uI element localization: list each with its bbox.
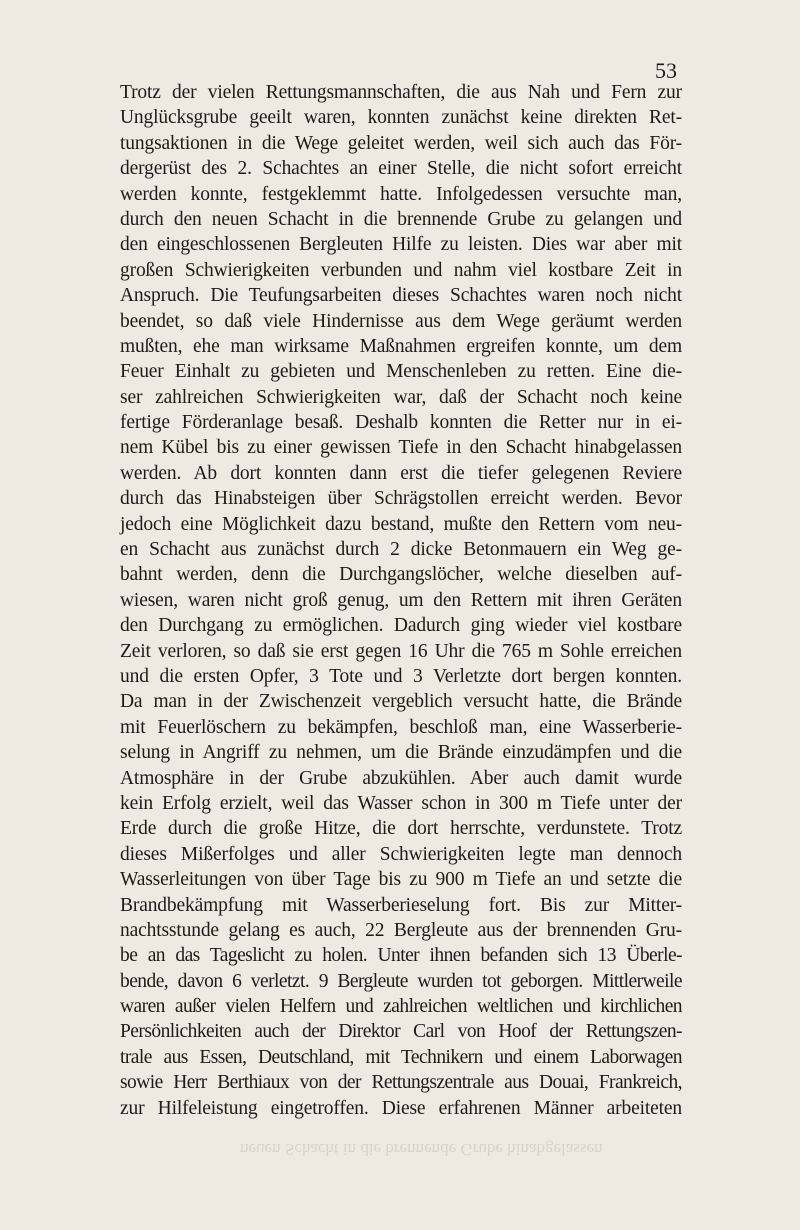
text-line: beendet, so daß viele Hindernisse aus dem Wege geräumt werden <box>120 310 682 332</box>
text-line: Wasserleitungen von über Tage bis zu 900 m Tiefe an und setzte die <box>120 869 682 891</box>
text-line: sowie Herr Berthiaux von der Rettungszentrale aus Douai, Frankreich, <box>120 1072 682 1094</box>
body-text <box>120 80 682 1121</box>
text-line: den eingeschlossenen Bergleuten Hilfe zu leisten. Dies war aber mit <box>120 234 682 256</box>
text-line: selung in Angriff zu nehmen, um die Brände einzudämpfen und die <box>120 742 682 764</box>
text-line: en Schacht aus zunächst durch 2 dicke Betonmauern ein Weg ge- <box>120 539 682 561</box>
text-line: Atmosphäre in der Grube abzukühlen. Aber auch damit wurde <box>120 767 682 789</box>
text-line: Da man in der Zwischenzeit vergeblich versucht hatte, die Brände <box>120 691 682 713</box>
text-line: waren außer vielen Helfern und zahlreichen weltlichen und kirchlichen <box>120 996 682 1018</box>
text-line: Brandbekämpfung mit Wasserberieselung fort. Bis zur Mitter- <box>120 894 682 916</box>
text-line: fertige Förderanlage besaß. Deshalb konnten die Retter nur in ei- <box>120 412 682 434</box>
text-line: dergerüst des 2. Schachtes an einer Stelle, die nicht sofort erreicht <box>120 158 682 180</box>
text-line: wiesen, waren nicht groß genug, um den Rettern mit ihren Geräten <box>120 589 682 611</box>
text-line: Persönlichkeiten auch der Direktor Carl von Hoof der Rettungszen- <box>120 1021 682 1043</box>
text-line: nachtsstunde gelang es auch, 22 Bergleute aus der brennenden Gru- <box>120 919 682 941</box>
text-line: ser zahlreichen Schwierigkeiten war, daß der Schacht noch keine <box>120 386 682 408</box>
text-line: Erde durch die große Hitze, die dort herrschte, verdunstete. Trotz <box>120 818 682 840</box>
text-line: den Durchgang zu ermöglichen. Dadurch ging wieder viel kostbare <box>120 615 682 637</box>
text-line: nem Kübel bis zu einer gewissen Tiefe in den Schacht hinabgelassen <box>120 437 682 459</box>
text-line: und die ersten Opfer, 3 Tote und 3 Verletzte dort bergen konnten. <box>120 665 682 687</box>
text-line: bahnt werden, denn die Durchgangslöcher, welche dieselben auf- <box>120 564 682 586</box>
text-line: Feuer Einhalt zu gebieten und Menschenleben zu retten. Eine die- <box>120 361 682 383</box>
text-line: mit Feuerlöschern zu bekämpfen, beschloß man, eine Wasserberie- <box>120 716 682 738</box>
text-line: Anspruch. Die Teufungsarbeiten dieses Schachtes waren noch nicht <box>120 285 682 307</box>
text-line: tungsaktionen in die Wege geleitet werden, weil sich auch das För- <box>120 132 682 154</box>
text-line: werden konnte, festgeklemmt hatte. Infolgedessen versuchte man, <box>120 183 682 205</box>
text-line: durch das Hinabsteigen über Schrägstollen erreicht werden. Bevor <box>120 488 682 510</box>
text-line: großen Schwierigkeiten verbunden und nahm viel kostbare Zeit in <box>120 259 682 281</box>
text-line: zur Hilfeleistung eingetroffen. Diese erfahrenen Männer arbeiteten <box>120 1097 682 1119</box>
text-line: werden. Ab dort konnten dann erst die tiefer gelegenen Reviere <box>120 462 682 484</box>
bleed-through-text: neuen Schacht in die brennende Grube hinabgelassen <box>240 1140 603 1159</box>
text-line: durch den neuen Schacht in die brennende Grube zu gelangen und <box>120 208 682 230</box>
text-line: mußten, ehe man wirksame Maßnahmen ergreifen konnte, um dem <box>120 335 682 357</box>
text-line: trale aus Essen, Deutschland, mit Technikern und einem Laborwagen <box>120 1046 682 1068</box>
page-number: 53 <box>655 58 677 83</box>
text-line: jedoch eine Möglichkeit dazu bestand, mußte den Rettern vom neu- <box>120 513 682 535</box>
text-line: dieses Mißerfolges und aller Schwierigkeiten legte man dennoch <box>120 843 682 865</box>
text-line: be an das Tageslicht zu holen. Unter ihnen befanden sich 13 Überle- <box>120 945 682 967</box>
text-line: Trotz der vielen Rettungsmannschaften, die aus Nah und Fern zur <box>120 82 682 103</box>
text-line: bende, davon 6 verletzt. 9 Bergleute wurden tot geborgen. Mittlerweile <box>120 970 682 992</box>
text-line: kein Erfolg erzielt, weil das Wasser schon in 300 m Tiefe unter der <box>120 792 682 814</box>
text-line: Unglücksgrube geeilt waren, konnten zunächst keine direkten Ret- <box>120 107 682 129</box>
text-line: Zeit verloren, so daß sie erst gegen 16 Uhr die 765 m Sohle erreichen <box>120 640 682 662</box>
